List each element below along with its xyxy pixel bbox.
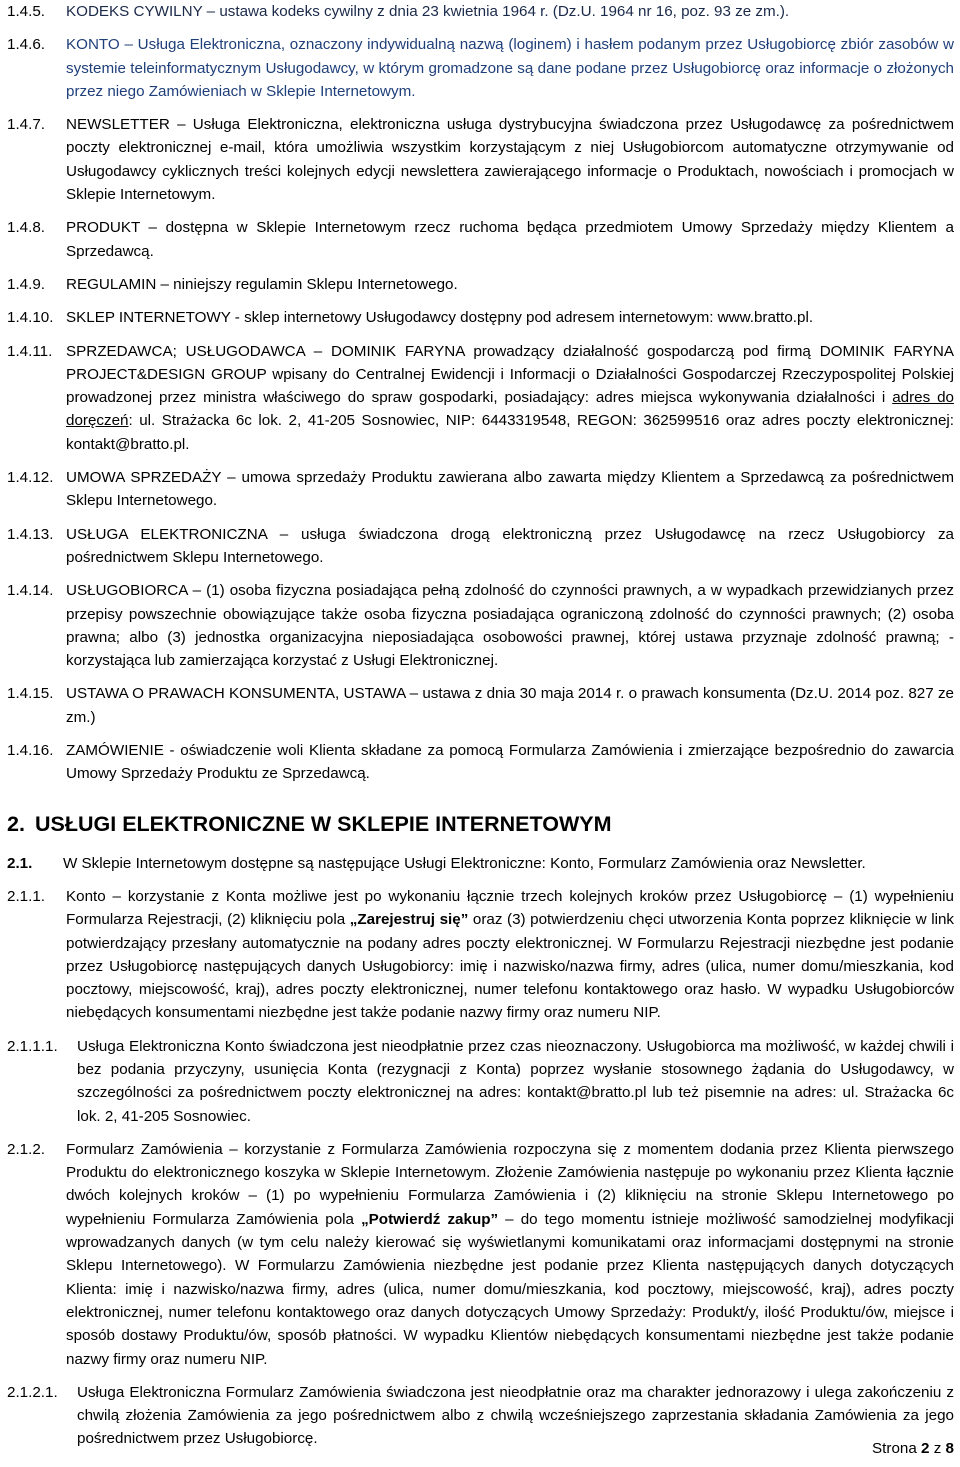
underlined-phrase: adres do doręczeń <box>66 389 955 430</box>
item-number: 1.4.12. <box>7 469 54 487</box>
item-number: 1.4.14. <box>7 582 54 600</box>
section-title: USŁUGI ELEKTRONICZNE W SKLEPIE INTERNETOWYM <box>35 811 612 836</box>
definition-item <box>7 466 954 513</box>
document-body <box>7 0 954 1451</box>
item-number: 1.4.10. <box>7 309 54 327</box>
item-number: 2.1.2. <box>7 1140 45 1158</box>
item-number: 1.4.6. <box>7 36 45 54</box>
item-text: SKLEP INTERNETOWY - sklep internetowy Usługodawcy dostępny pod adresem internetowym: www.bratto.pl. <box>66 309 814 327</box>
definition-item <box>7 306 954 329</box>
section-heading <box>7 810 954 838</box>
button-name-bold: „Zarejestruj się” <box>349 911 469 929</box>
item-text: ZAMÓWIENIE - oświadczenie woli Klienta składane za pomocą Formularza Zamówienia i zmierzające bezpośrednio do zawarcia Umowy Sprzedaży Produktu ze Sprzedawcą. <box>66 742 954 783</box>
page-separator: z <box>933 1440 942 1457</box>
item-number: 1.4.7. <box>7 116 45 134</box>
item-text: PRODUKT – dostępna w Sklepie Internetowym rzecz ruchoma będąca przedmiotem Umowy Sprzedaży między Klientem a Sprzedawcą. <box>66 219 954 260</box>
paragraph-item <box>7 885 954 1025</box>
item-number: 2.1.1.1. <box>7 1037 58 1055</box>
item-text: W Sklepie Internetowym dostępne są następujące Usługi Elektroniczne: Konto, Formularz Zamówienia oraz Newsletter. <box>63 854 866 872</box>
section-number: 2. <box>7 811 25 836</box>
item-text: Formularz Zamówienia – korzystanie z Formularza Zamówienia rozpoczyna się z momentem dodania przez Klienta pierwszego Produktu do elektronicznego koszyka w Sklepie Internetowym. Złożenie Zamówienia następuje po wykonaniu przez Klienta łącznie dwóch kolejnych kroków – (1) po wypełnieniu Formularza Zamówienia i (2) kliknięciu na stronie Sklepu Internetowego po wypełnieniu Formularza Zamówienia pola „Potwierdź zakup” – do tego momentu istnieje możliwość samodzielnej modyfikacji wprowadzanych danych (w tym celu należy kierować się wyświetlanymi komunikatami oraz informacjami dostępnymi na stronie Sklepu Internetowego). W Formularzu Zamówienia niezbędne jest podanie przez Klienta następujących danych dotyczących Klienta: imię i nazwisko/nazwa firmy, adres (ulica, numer domu/mieszkania, kod pocztowy, miejscowość, kraj), adres poczty elektronicznej, numer telefonu kontaktowego oraz danych dotyczących Umowy Sprzedaży: Produkt/y, ilość Produktu/ów, miejsce i sposób dostawy Produktu/ów, sposób płatności. W wypadku Klientów niebędących konsumentami niezbędne jest także podanie nazwy firmy oraz numeru NIP. <box>66 1140 954 1368</box>
item-text: REGULAMIN – niniejszy regulamin Sklepu Internetowego. <box>66 275 458 293</box>
item-text: USŁUGA ELEKTRONICZNA – usługa świadczona drogą elektroniczną przez Usługodawcę na rzecz Usługobiorcy za pośrednictwem Sklepu Internetowego. <box>66 525 954 566</box>
item-text: USŁUGOBIORCA – (1) osoba fizyczna posiadająca pełną zdolność do czynności prawnych, a w wypadkach przewidzianych przez przepisy powszechnie obowiązujące także osoba fizyczna posiadająca ograniczoną zdolność do czynności prawnych; (2) osoba prawna; albo (3) jednostka organizacyjna nieposiadająca osobowości prawnej, której ustawa przyznaje zdolność prawną; - korzystająca lub zamierzająca korzystać z Usługi Elektronicznej. <box>66 582 954 670</box>
item-number: 2.1.1. <box>7 887 45 905</box>
paragraph-item <box>7 1381 954 1451</box>
item-text: NEWSLETTER – Usługa Elektroniczna, elektroniczna usługa dystrybucyjna świadczona przez Usługodawcę za pośrednictwem poczty elektronicznej e-mail, która umożliwia wszystkim korzystającym z niej Usługobiorcom automatyczne otrzymywanie od Usługodawcy cyklicznych treści kolejnych edycji newslettera zawierającego informacje o Produktach, nowościach i promocjach w Sklepie Internetowym. <box>66 116 954 204</box>
item-text: UMOWA SPRZEDAŻY – umowa sprzedaży Produktu zawierana albo zawarta między Klientem a Sprzedawcą za pośrednictwem Sklepu Internetowego. <box>66 469 954 510</box>
definition-item <box>7 340 954 456</box>
item-text: USTAWA O PRAWACH KONSUMENTA, USTAWA – ustawa z dnia 30 maja 2014 r. o prawach konsumenta (Dz.U. 2014 poz. 827 ze zm.) <box>66 685 954 726</box>
paragraph-item <box>7 852 954 875</box>
item-text: Konto – korzystanie z Konta możliwe jest po wykonaniu łącznie trzech kolejnych kroków przez Usługobiorcę – (1) wypełnieniu Formularza Rejestracji, (2) kliknięciu pola „Zarejestruj się” oraz (3) potwierdzeniu chęci utworzenia Konta poprzez kliknięcie w link potwierdzający przesłany automatycznie na podany adres poczty elektronicznej. W Formularzu Rejestracji niezbędne jest podanie przez Usługobiorcę następujących danych Usługobiorcy: imię i nazwisko/nazwa firmy, adres (ulica, numer domu/mieszkania, kod pocztowy, miejscowość, kraj), adres poczty elektronicznej, numer telefonu kontaktowego oraz hasło. W wypadku Usługobiorców niebędących konsumentami niezbędne jest także podanie nazwy firmy oraz numeru NIP. <box>66 887 954 1022</box>
item-text: SPRZEDAWCA; USŁUGODAWCA – DOMINIK FARYNA prowadzący działalność gospodarczą pod firmą DOMINIK FARYNA PROJECT&DESIGN GROUP wpisany do Centralnej Ewidencji i Informacji o Działalności Gospodarczej Rzeczypospolitej Polskiej prowadzonej przez ministra właściwego do spraw gospodarki, posiadający: adres miejsca wykonywania działalności i adres do doręczeń: ul. Strażacka 6c lok. 2, 41-205 Sosnowiec, NIP: 6443319548, REGON: 362599516 oraz adres poczty elektronicznej: kontakt@bratto.pl. <box>66 342 955 453</box>
paragraph-item <box>7 1138 954 1371</box>
definition-item <box>7 33 954 103</box>
item-text: KONTO – Usługa Elektroniczna, oznaczony indywidualną nazwą (loginem) i hasłem podanym przez Usługobiorcę zbiór zasobów w systemie teleinformatycznym Usługodawcy, w którym gromadzone są dane podane przez Usługobiorcę oraz informacje o złożonych przez niego Zamówieniach w Sklepie Internetowym. <box>66 36 954 100</box>
definition-item <box>7 682 954 729</box>
item-text: Usługa Elektroniczna Konto świadczona jest nieodpłatnie przez czas nieoznaczony. Usługobiorca ma możliwość, w każdej chwili i bez podania przyczyny, usunięcia Konta (rezygnacji z Konta) poprzez wysłanie stosownego żądania do Usługodawcy, w szczególności za pośrednictwem poczty elektronicznej na adres: kontakt@bratto.pl lub też pisemnie na adres: ul. Strażacka 6c lok. 2, 41-205 Sosnowiec. <box>77 1037 954 1125</box>
definition-item <box>7 523 954 570</box>
item-number: 1.4.11. <box>7 342 53 360</box>
item-text: Usługa Elektroniczna Formularz Zamówienia świadczona jest nieodpłatnie oraz ma charakter jednorazowy i ulega zakończeniu z chwilą złożenia Zamówienia za jego pośrednictwem albo z chwilą wcześniejszego zaprzestania składania Zamówienia za jego pośrednictwem przez Usługobiorcę. <box>77 1383 954 1448</box>
item-number: 1.4.9. <box>7 275 45 293</box>
item-number: 2.1.2.1. <box>7 1383 58 1401</box>
item-text: KODEKS CYWILNY – ustawa kodeks cywilny z dnia 23 kwietnia 1964 r. (Dz.U. 1964 nr 16, poz. 93 ze zm.). <box>66 3 790 20</box>
button-name-bold: „Potwierdź zakup” <box>361 1210 499 1228</box>
definition-item <box>7 113 954 206</box>
item-number: 1.4.16. <box>7 742 54 760</box>
definition-item <box>7 739 954 786</box>
item-number: 1.4.15. <box>7 685 54 703</box>
definition-item <box>7 273 954 296</box>
item-number: 1.4.13. <box>7 525 54 543</box>
page-label: Strona <box>872 1440 917 1457</box>
page-footer <box>872 1439 954 1459</box>
definition-item <box>7 0 954 23</box>
item-number: 2.1. <box>7 854 33 872</box>
item-number: 1.4.8. <box>7 219 45 237</box>
definition-item <box>7 579 954 672</box>
paragraph-item <box>7 1035 954 1128</box>
item-number: 1.4.5. <box>7 3 45 20</box>
page-current: 2 <box>921 1440 930 1457</box>
definition-item <box>7 216 954 263</box>
page-total: 8 <box>945 1440 954 1457</box>
